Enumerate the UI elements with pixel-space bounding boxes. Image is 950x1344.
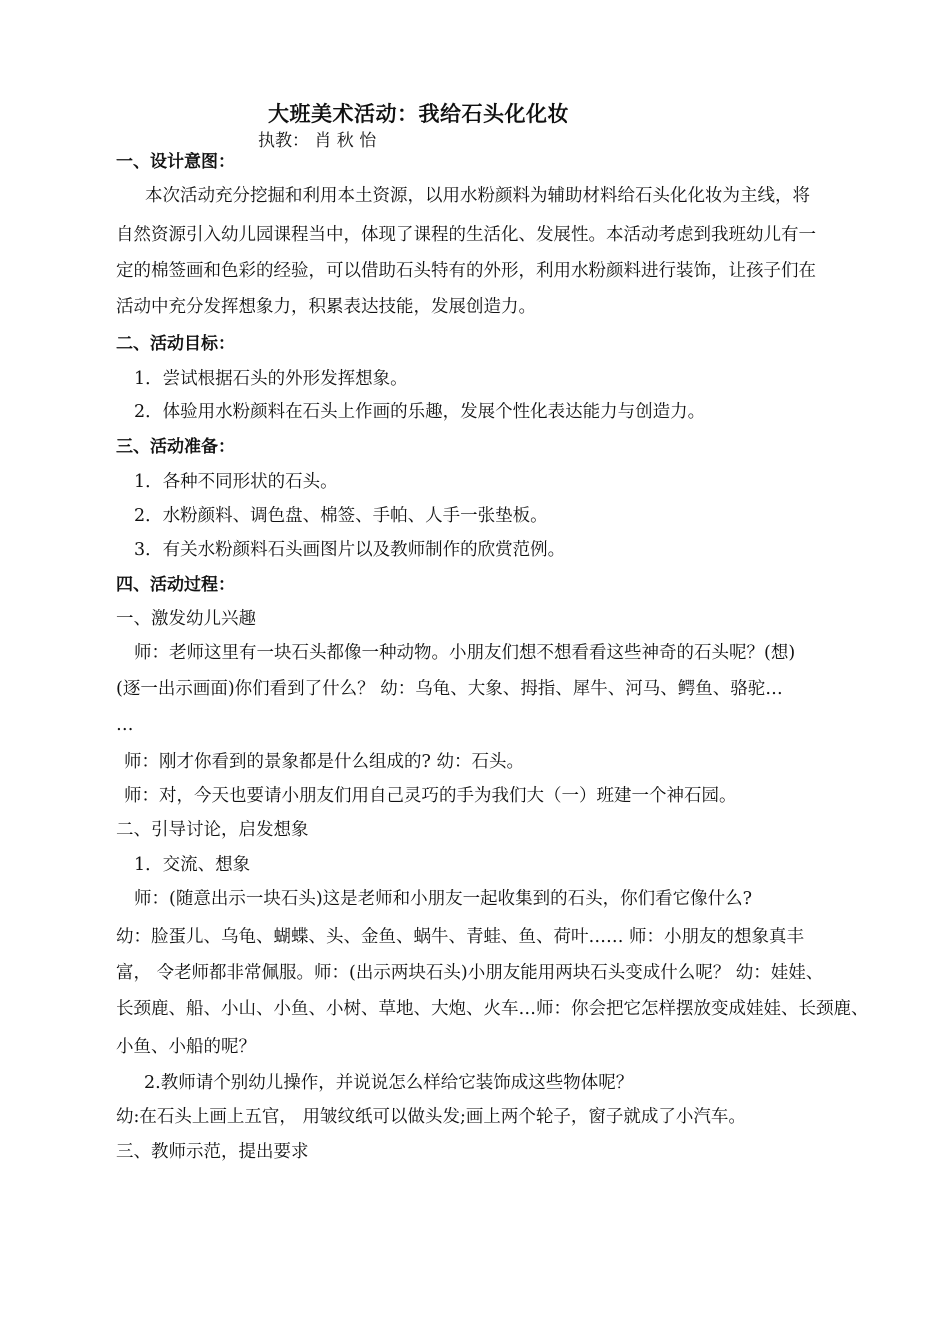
subsection-heading: 三、教师示范，提出要求	[116, 1142, 309, 1162]
subsection-heading: 一、激发幼儿兴趣	[116, 609, 256, 629]
paragraph-line: 师：对，今天也要请小朋友们用自己灵巧的手为我们大（一）班建一个神石园。	[124, 786, 737, 806]
paragraph-line: 富， 令老师都非常佩服。师：(出示两块石头)小朋友能用两块石头变成什么呢？ 幼：娃娃、	[116, 963, 824, 983]
list-item: 1．交流、想象	[134, 855, 251, 875]
section-heading-preparation: 三、活动准备：	[116, 437, 235, 457]
paragraph-line: 幼:在石头上画上五官， 用皱纹纸可以做头发;画上两个轮子，窗子就成了小汽车。	[116, 1107, 746, 1127]
paragraph-line: 幼：脸蛋儿、乌龟、蝴蝶、头、金鱼、蜗牛、青蛙、鱼、荷叶…… 师：小朋友的想象真丰	[116, 927, 805, 947]
paragraph-line: 活动中充分发挥想象力，积累表达技能，发展创造力。	[116, 297, 536, 317]
list-item: 2．水粉颜料、调色盘、棉签、手帕、人手一张垫板。	[134, 506, 548, 526]
list-item: 1．各种不同形状的石头。	[134, 472, 338, 492]
paragraph-line: (逐一出示画面)你们看到了什么？ 幼：乌龟、大象、拇指、犀牛、河马、鳄鱼、骆驼…	[116, 679, 783, 699]
paragraph-line: …	[116, 715, 134, 735]
paragraph-line: 小鱼、小船的呢？	[116, 1037, 256, 1057]
section-heading-process: 四、活动过程：	[116, 575, 235, 595]
list-item: 3．有关水粉颜料石头画图片以及教师制作的欣赏范例。	[134, 540, 566, 560]
paragraph-line: 自然资源引入幼儿园课程当中，体现了课程的生活化、发展性。本活动考虑到我班幼儿有一	[116, 225, 816, 245]
subsection-heading: 二、引导讨论，启发想象	[116, 820, 309, 840]
list-item: 1．尝试根据石头的外形发挥想象。	[134, 369, 408, 389]
list-item: 2．体验用水粉颜料在石头上作画的乐趣，发展个性化表达能力与创造力。	[134, 402, 706, 422]
paragraph-line: 师：刚才你看到的景象都是什么组成的? 幼：石头。	[124, 752, 524, 772]
list-item: 2.教师请个别幼儿操作，并说说怎么样给它装饰成这些物体呢？	[144, 1073, 634, 1093]
document-title: 大班美术活动：我给石头化化妆	[268, 101, 569, 126]
paragraph-line: 定的棉签画和色彩的经验，可以借助石头特有的外形，利用水粉颜料进行装饰，让孩子们在	[116, 261, 816, 281]
section-heading-goals: 二、活动目标：	[116, 334, 235, 354]
paragraph-line: 长颈鹿、船、小山、小鱼、小树、草地、大炮、火车…师：你会把它怎样摆放变成娃娃、长颈鹿、	[116, 999, 869, 1019]
paragraph-line: 师：老师这里有一块石头都像一种动物。小朋友们想不想看看这些神奇的石头呢？(想)	[134, 643, 796, 663]
paragraph-line: 师：(随意出示一块石头)这是老师和小朋友一起收集到的石头，你们看它像什么?	[134, 889, 753, 909]
author-line: 执教： 肖 秋 怡	[258, 131, 377, 151]
section-heading-design-intent: 一、设计意图：	[116, 152, 235, 172]
paragraph-line: 本次活动充分挖掘和利用本土资源，以用水粉颜料为辅助材料给石头化化妆为主线，将	[145, 186, 810, 206]
